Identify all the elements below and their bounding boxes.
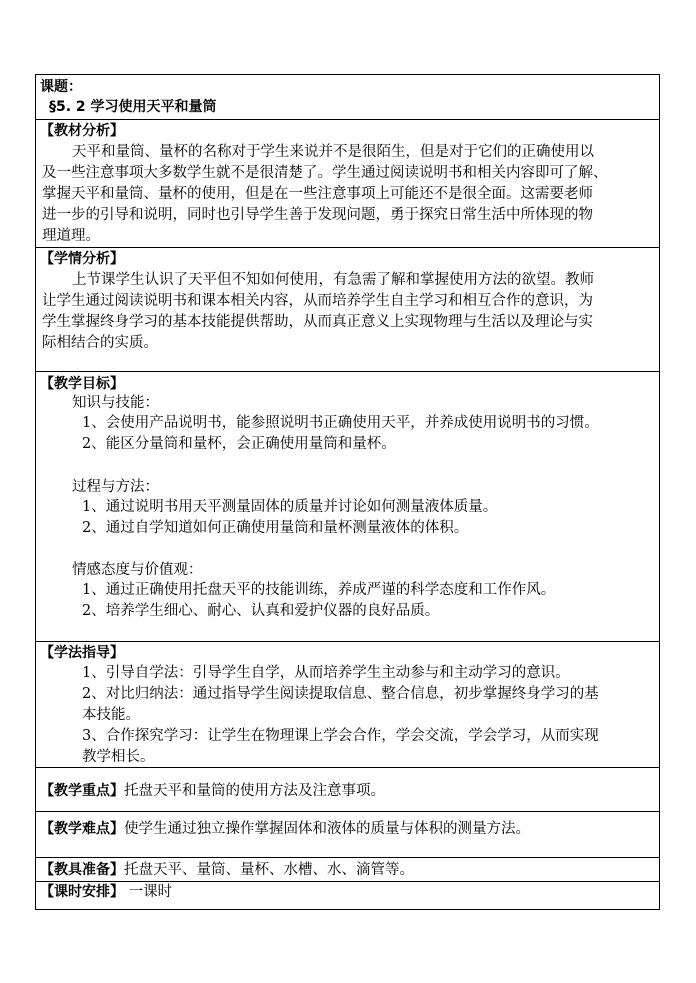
emotion-title: 情感态度与价值观： [72, 562, 203, 578]
study-method-item: 本技能。 [82, 707, 140, 723]
material-analysis-line: 掌握天平和量筒、量杯的使用，但是在一些注意事项上可能还不是很全面。这需要老师 [42, 186, 593, 202]
equipment-row [40, 860, 414, 881]
study-method-item: 教学相长。 [82, 749, 155, 765]
emotion-item: 1、通过正确使用托盘天平的技能训练，养成严谨的科学态度和工作作风。 [82, 582, 556, 598]
material-analysis-heading: 【教材分析】 [40, 123, 124, 139]
subject-label: 课题： [40, 79, 82, 95]
material-analysis-line: 理道理。 [42, 228, 100, 244]
row-divider [36, 811, 659, 812]
process-title: 过程与方法： [72, 479, 159, 495]
objectives-heading: 【教学目标】 [40, 376, 124, 392]
process-item: 2、通过自学知道如何正确使用量筒和量杯测量液体的体积。 [82, 520, 469, 536]
difficult-points-row [40, 819, 530, 840]
emotion-item: 2、培养学生细心、耐心、认真和爱护仪器的良好品质。 [82, 603, 440, 619]
schedule-heading: 【课时安排】 [40, 884, 124, 900]
study-method-item: 1、引导自学法：引导学生自学，从而培养学生主动参与和主动学习的意识。 [82, 665, 570, 681]
row-divider [36, 767, 659, 768]
lesson-title: §5. 2 学习使用天平和量筒 [49, 99, 217, 115]
student-analysis-line: 上节课学生认识了天平但不知如何使用，有急需了解和掌握使用方法的欲望。教师 [72, 272, 594, 288]
schedule-row [40, 882, 172, 903]
student-analysis-line: 际相结合的实质。 [42, 335, 158, 351]
row-divider [36, 641, 659, 642]
material-analysis-line: 进一步的引导和说明，同时也引导学生善于发现问题，勇于探究日常生活中所体现的物 [42, 207, 593, 223]
process-item: 1、通过说明书用天平测量固体的质量并讨论如何测量液体质量。 [82, 499, 498, 515]
row-divider [36, 371, 659, 372]
key-points-heading: 【教学重点】 [40, 783, 124, 799]
key-points-row [40, 781, 385, 802]
row-divider [36, 857, 659, 858]
row-divider [36, 247, 659, 248]
difficult-points-heading: 【教学难点】 [40, 821, 124, 837]
difficult-points-text: 使学生通过独立操作掌握固体和液体的质量与体积的测量方法。 [124, 821, 530, 837]
study-method-item: 3、合作探究学习：让学生在物理课上学会合作，学会交流，学会学习，从而实现 [82, 728, 599, 744]
material-analysis-line: 天平和量筒、量杯的名称对于学生来说并不是很陌生，但是对于它们的正确使用以 [72, 144, 594, 160]
knowledge-title: 知识与技能： [72, 395, 159, 411]
material-analysis-line: 及一些注意事项大多数学生就不是很清楚了。学生通过阅读说明书和相关内容即可了解、 [42, 165, 608, 181]
equipment-text: 托盘天平、量筒、量杯、水槽、水、滴管等。 [124, 862, 414, 878]
knowledge-item: 2、能区分量筒和量杯，会正确使用量筒和量杯。 [82, 436, 396, 452]
schedule-text: 一课时 [124, 884, 173, 900]
row-divider [36, 119, 659, 120]
student-analysis-heading: 【学情分析】 [40, 251, 124, 267]
student-analysis-line: 让学生通过阅读说明书和课本相关内容，从而培养学生自主学习和相互合作的意识，为 [42, 293, 593, 309]
study-method-item: 2、对比归纳法：通过指导学生阅读提取信息、整合信息，初步掌握终身学习的基 [82, 686, 599, 702]
student-analysis-line: 学生掌握终身学习的基本技能提供帮助，从而真正意义上实现物理与生活以及理论与实 [42, 314, 593, 330]
knowledge-item: 1、会使用产品说明书，能参照说明书正确使用天平，并养成使用说明书的习惯。 [82, 415, 599, 431]
lesson-plan-table [35, 74, 660, 910]
key-points-text: 托盘天平和量筒的使用方法及注意事项。 [124, 783, 385, 799]
equipment-heading: 【教具准备】 [40, 862, 124, 878]
study-methods-heading: 【学法指导】 [40, 645, 124, 661]
